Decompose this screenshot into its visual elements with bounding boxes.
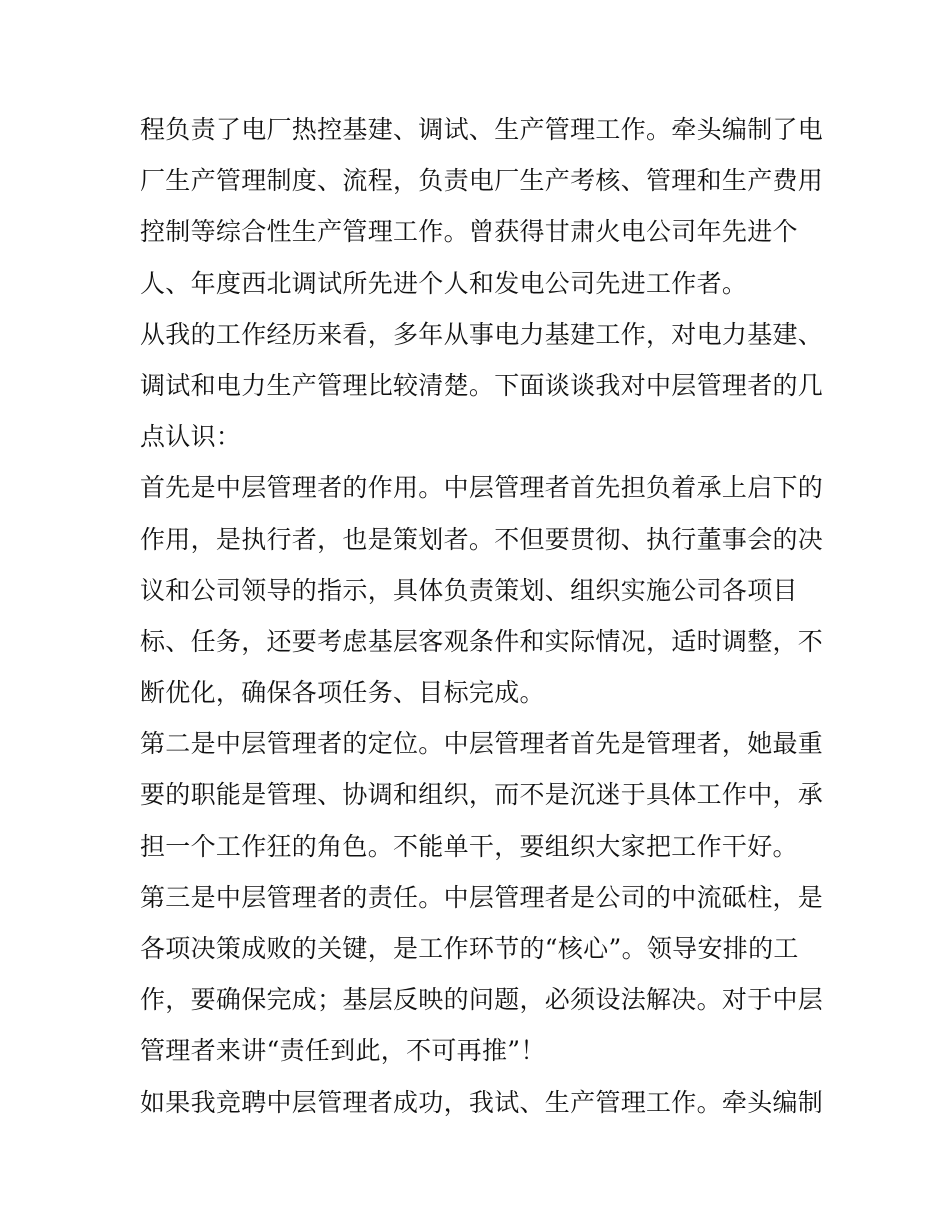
text-line: 程负责了电厂热控基建、调试、生产管理工作。牵头编制了电 (140, 115, 824, 144)
text-line: 管理者来讲“责任到此，不可再推”！ (140, 1036, 546, 1066)
text-line: 担一个工作狂的角色。不能单干，要组织大家把工作干好。 (140, 831, 798, 861)
text-line: 首先是中层管理者的作用。中层管理者首先担负着承上启下的 (140, 473, 824, 503)
text-line: 作用，是执行者，也是策划者。不但要贯彻、执行董事会的决 (140, 524, 824, 554)
text-line: 控制等综合性生产管理工作。曾获得甘肃火电公司年先进个 (140, 217, 798, 247)
text-line: 各项决策成败的关键，是工作环节的“核心”。领导安排的工 (140, 934, 799, 963)
text-line: 厂生产管理制度、流程，负责电厂生产考核、管理和生产费用 (140, 166, 824, 196)
body-text (140, 104, 824, 1128)
text-line: 从我的工作经历来看，多年从事电力基建工作，对电力基建、 (140, 319, 824, 349)
text-line: 调试和电力生产管理比较清楚。下面谈谈我对中层管理者的几 (140, 370, 824, 400)
text-line: 要的职能是管理、协调和组织，而不是沉迷于具体工作中，承 (140, 780, 824, 810)
text-line: 点认识： (140, 422, 242, 452)
text-line: 断优化，确保各项任务、目标完成。 (140, 678, 545, 708)
text-line: 议和公司领导的指示，具体负责策划、组织实施公司各项目 (140, 575, 798, 605)
text-line: 人、年度西北调试所先进个人和发电公司先进工作者。 (140, 268, 748, 298)
text-line: 如果我竞聘中层管理者成功，我试、生产管理工作。牵头编制 (140, 1087, 824, 1117)
text-line: 作，要确保完成；基层反映的问题，必须设法解决。对于中层 (140, 985, 824, 1015)
text-line: 第二是中层管理者的定位。中层管理者首先是管理者，她最重 (140, 729, 824, 759)
text-line: 标、任务，还要考虑基层客观条件和实际情况，适时调整，不 (140, 626, 824, 656)
text-line: 第三是中层管理者的责任。中层管理者是公司的中流砥柱，是 (140, 882, 824, 912)
